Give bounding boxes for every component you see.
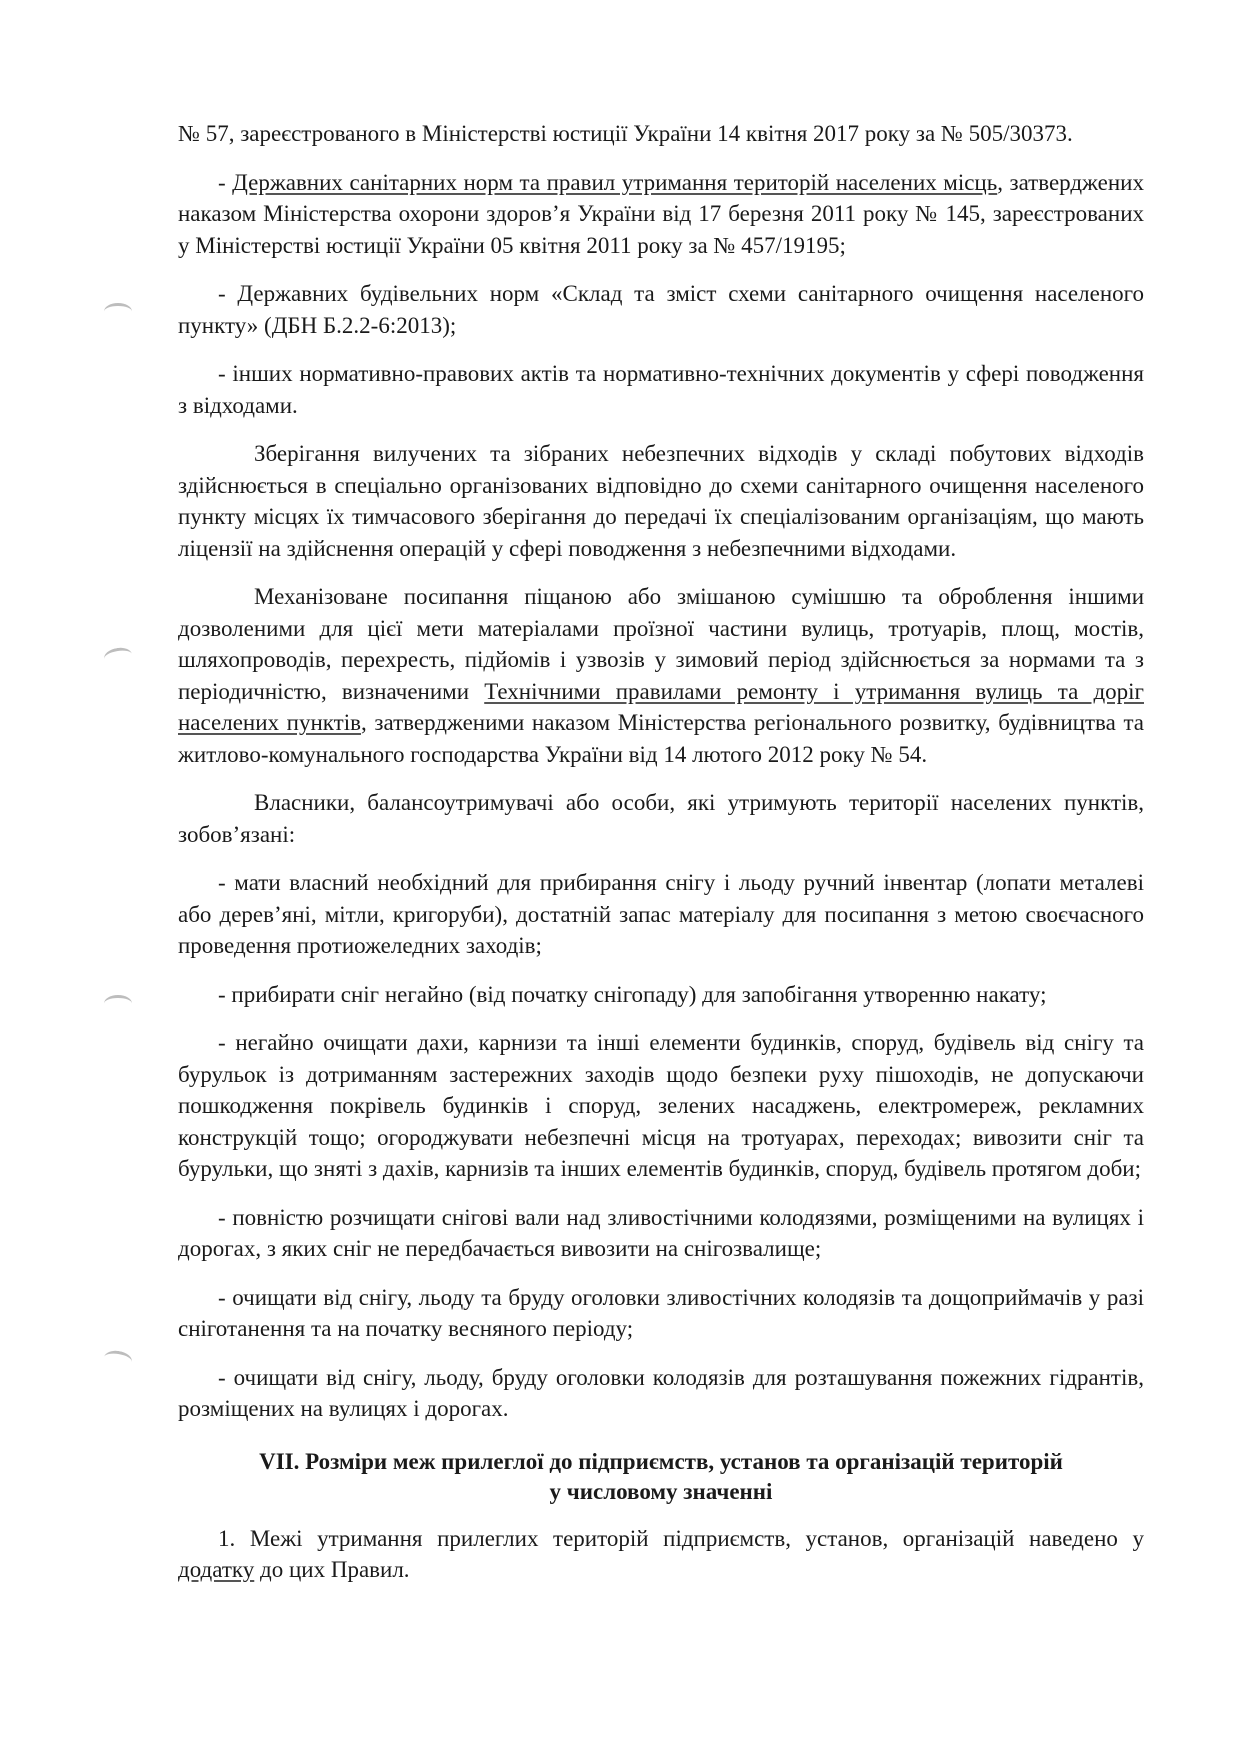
paragraph-text: Власники, балансоутримувачі або особи, які утримують території населених пунктів, зобов’язані:: [178, 790, 1144, 847]
paragraph: [178, 118, 1144, 150]
list-item: [178, 278, 1144, 341]
hole-punch-mark: [103, 1349, 134, 1371]
paragraph-text: , затверджених наказом Міністерства охорони здоров’я України від 17 березня 2011 року № 145, зареєстрованих у Міністерстві юстиції України 05 квітня 2011 року за № 457/19195;: [178, 169, 1144, 258]
paragraph-text: -: [218, 169, 233, 195]
paragraph: [178, 787, 1144, 850]
document-body: [178, 118, 1144, 1425]
list-item: [178, 1362, 1144, 1425]
document-reference-link[interactable]: Державних санітарних норм та правил утримання територій населених місць: [232, 169, 998, 195]
paragraph-text: - очищати від снігу, льоду та бруду оголовки зливостічних колодязів та дощоприймачів у разі сніготанення та на початку весняного періоду;: [178, 1284, 1144, 1341]
final-paragraph: [178, 1523, 1144, 1586]
final-paragraph-tail: до цих Правил.: [254, 1557, 410, 1582]
list-item: [178, 1202, 1144, 1265]
paragraph-text: - негайно очищати дахи, карнизи та інші елементи будинків, споруд, будівель від снігу та бурульок із дотриманням застережних заходів щодо безпеки руху пішоходів, не допускаючи пошкодження покрівель будинків і споруд, зелених насаджень, електромереж, рекламних конструкцій тощо; огороджувати небезпечні місця на тротуарах, переходах; вивозити сніг та бурульки, що зняті з дахів, карнизів та інших елементів будинків, споруд, будівель протягом доби;: [178, 1030, 1144, 1181]
final-paragraph-text: 1. Межі утримання прилеглих територій підприємств, установ, організацій наведено у: [218, 1525, 1144, 1551]
section-heading: [178, 1447, 1144, 1507]
list-item: [178, 358, 1144, 421]
paragraph-text: Механізоване посипання піщаною або змішаною сумішшю та оброблення іншими дозволеними для цієї мети матеріалами проїзної частини вулиць, тротуарів, площ, мостів, шляхопроводів, перехресть, підйомів і узвозів у зимовий період здійснюється за нормами та з періодичністю, визначеними: [178, 584, 1144, 704]
paragraph-text: - мати власний необхідний для прибирання снігу і льоду ручний інвентар (лопати металеві або дерев’яні, мітли, кригоруби), достатній запас матеріалу для посипання з метою своєчасного проведення протиожеледних заходів;: [178, 870, 1144, 958]
paragraph: [178, 438, 1144, 564]
paragraph-text: - очищати від снігу, льоду, бруду оголовки колодязів для розташування пожежних гідрантів, розміщених на вулицях і дорогах.: [178, 1364, 1144, 1421]
list-item: [178, 1282, 1144, 1345]
document-reference-link[interactable]: Технічними правилами ремонту і утримання вулиць та доріг населених пунктів: [178, 678, 1144, 735]
hole-punch-mark: [104, 995, 132, 1012]
paragraph-text: - прибирати сніг негайно (від початку снігопаду) для запобігання утворенню накату;: [218, 981, 1047, 1007]
paragraph-text: - повністю розчищати снігові вали над зливостічними колодязями, розміщеними на вулицях і дорогах, з яких сніг не передбачається вивозити на снігозвалище;: [178, 1204, 1144, 1261]
paragraph-text: № 57, зареєстрованого в Міністерстві юстиції України 14 квітня 2017 року за № 505/30373.: [178, 121, 1073, 146]
hole-punch-mark: [103, 646, 134, 668]
section-heading-line1: VII. Розміри меж прилеглої до підприємств, установ та організацій територій: [259, 1448, 1063, 1474]
paragraph-text: - інших нормативно-правових актів та нормативно-технічних документів у сфері поводження з відходами.: [178, 361, 1144, 418]
list-item: [178, 867, 1144, 962]
document-page: [178, 118, 1144, 1603]
list-item: [178, 167, 1144, 262]
paragraph-text: - Державних будівельних норм «Склад та зміст схеми санітарного очищення населеного пункту» (ДБН Б.2.2-6:2013);: [178, 281, 1144, 338]
section-heading-line2: у числовому значенні: [549, 1478, 773, 1504]
appendix-link[interactable]: додатку: [178, 1557, 255, 1582]
list-item: [178, 1027, 1144, 1185]
list-item: [178, 979, 1144, 1011]
paragraph-text: Зберігання вилучених та зібраних небезпечних відходів у складі побутових відходів здійснюється в спеціально організованих відповідно до схеми санітарного очищення населеного пункту місцях їх тимчасового зберігання до передачі їх спеціалізованим організаціям, що мають ліцензії на здійснення операцій у сфері поводження з небезпечними відходами.: [178, 441, 1144, 561]
paragraph-text: , затвердженими наказом Міністерства регіонального розвитку, будівництва та житлово-комунального господарства України від 14 лютого 2012 року № 54.: [178, 710, 1144, 767]
hole-punch-mark: [104, 303, 132, 320]
paragraph: [178, 581, 1144, 770]
